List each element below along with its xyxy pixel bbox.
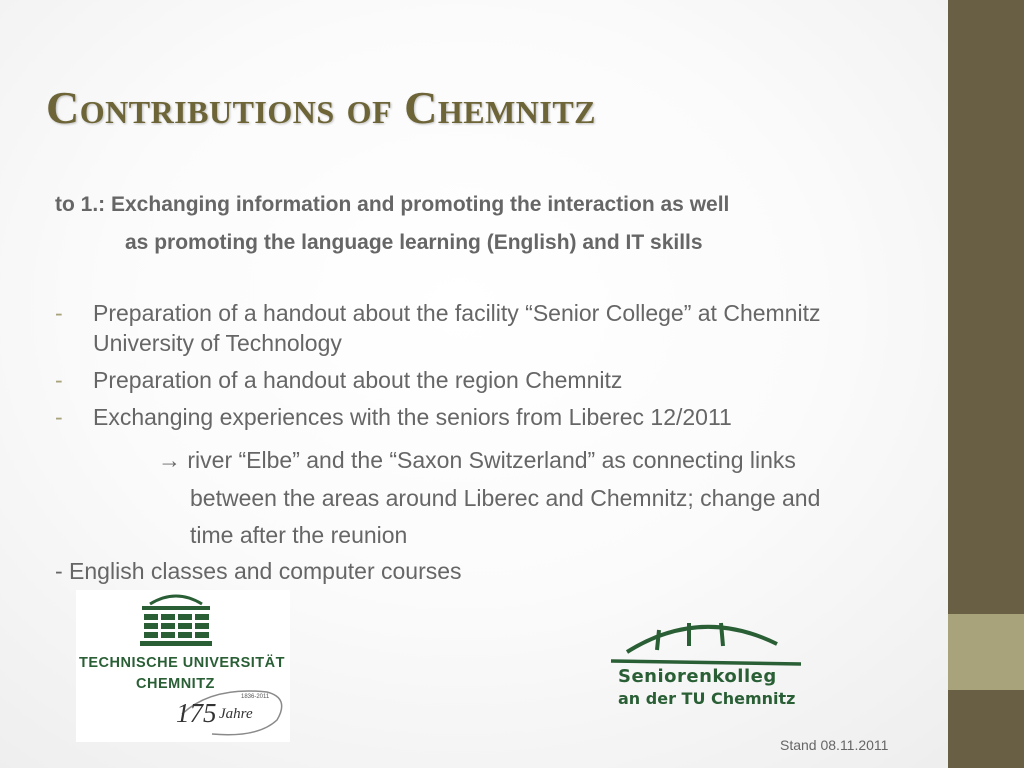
seniorenkolleg-logo bbox=[605, 614, 805, 714]
bullet-item bbox=[55, 402, 925, 432]
tu-anniversary-word: Jahre bbox=[219, 706, 253, 722]
bullet-dash: - bbox=[55, 300, 63, 326]
sub-line-2: between the areas around Liberec and Chemnitz; change and bbox=[190, 484, 821, 511]
side-bar bbox=[948, 0, 1024, 768]
intro-line-2: as promoting the language learning (English) and IT skills bbox=[125, 231, 703, 254]
sub-line-1: river “Elbe” and the “Saxon Switzerland” as connecting links bbox=[187, 447, 796, 473]
bridge-arch-icon bbox=[605, 614, 805, 666]
tu-years: 1836-2011 bbox=[241, 694, 270, 700]
slide-title: Contributions of Chemnitz bbox=[46, 82, 597, 133]
intro-line-1: to 1.: Exchanging information and promoting the interaction as well bbox=[55, 193, 730, 216]
bullet-item bbox=[55, 298, 925, 358]
bullet-item bbox=[55, 365, 925, 395]
bullet-list bbox=[55, 298, 925, 439]
bullet-dash: - bbox=[55, 404, 63, 430]
last-line: - English classes and computer courses bbox=[55, 558, 462, 584]
tu-chemnitz-logo bbox=[76, 590, 290, 742]
seniorenkolleg-name: Seniorenkolleg bbox=[618, 666, 777, 687]
bullet-text: Exchanging experiences with the seniors from Liberec 12/2011 bbox=[93, 404, 732, 430]
side-bar-accent bbox=[948, 614, 1024, 690]
intro-text bbox=[55, 186, 729, 262]
bullet-dash: - bbox=[55, 367, 63, 393]
date-footer: Stand 08.11.2011 bbox=[780, 737, 889, 753]
tu-name-line-1: TECHNISCHE UNIVERSITÄT bbox=[79, 655, 285, 671]
tu-anniversary-number: 175 bbox=[176, 698, 217, 728]
university-building-icon bbox=[136, 592, 216, 652]
bullet-text: Preparation of a handout about the facility “Senior College” at Chemnitz University of Technology bbox=[93, 300, 821, 356]
tu-name-line-2: CHEMNITZ bbox=[136, 676, 215, 692]
sub-point bbox=[158, 442, 820, 555]
sub-line-3: time after the reunion bbox=[190, 522, 408, 548]
seniorenkolleg-subtitle: an der TU Chemnitz bbox=[618, 689, 796, 708]
arrow-icon: → bbox=[158, 447, 181, 473]
bullet-text: Preparation of a handout about the region Chemnitz bbox=[93, 367, 623, 393]
